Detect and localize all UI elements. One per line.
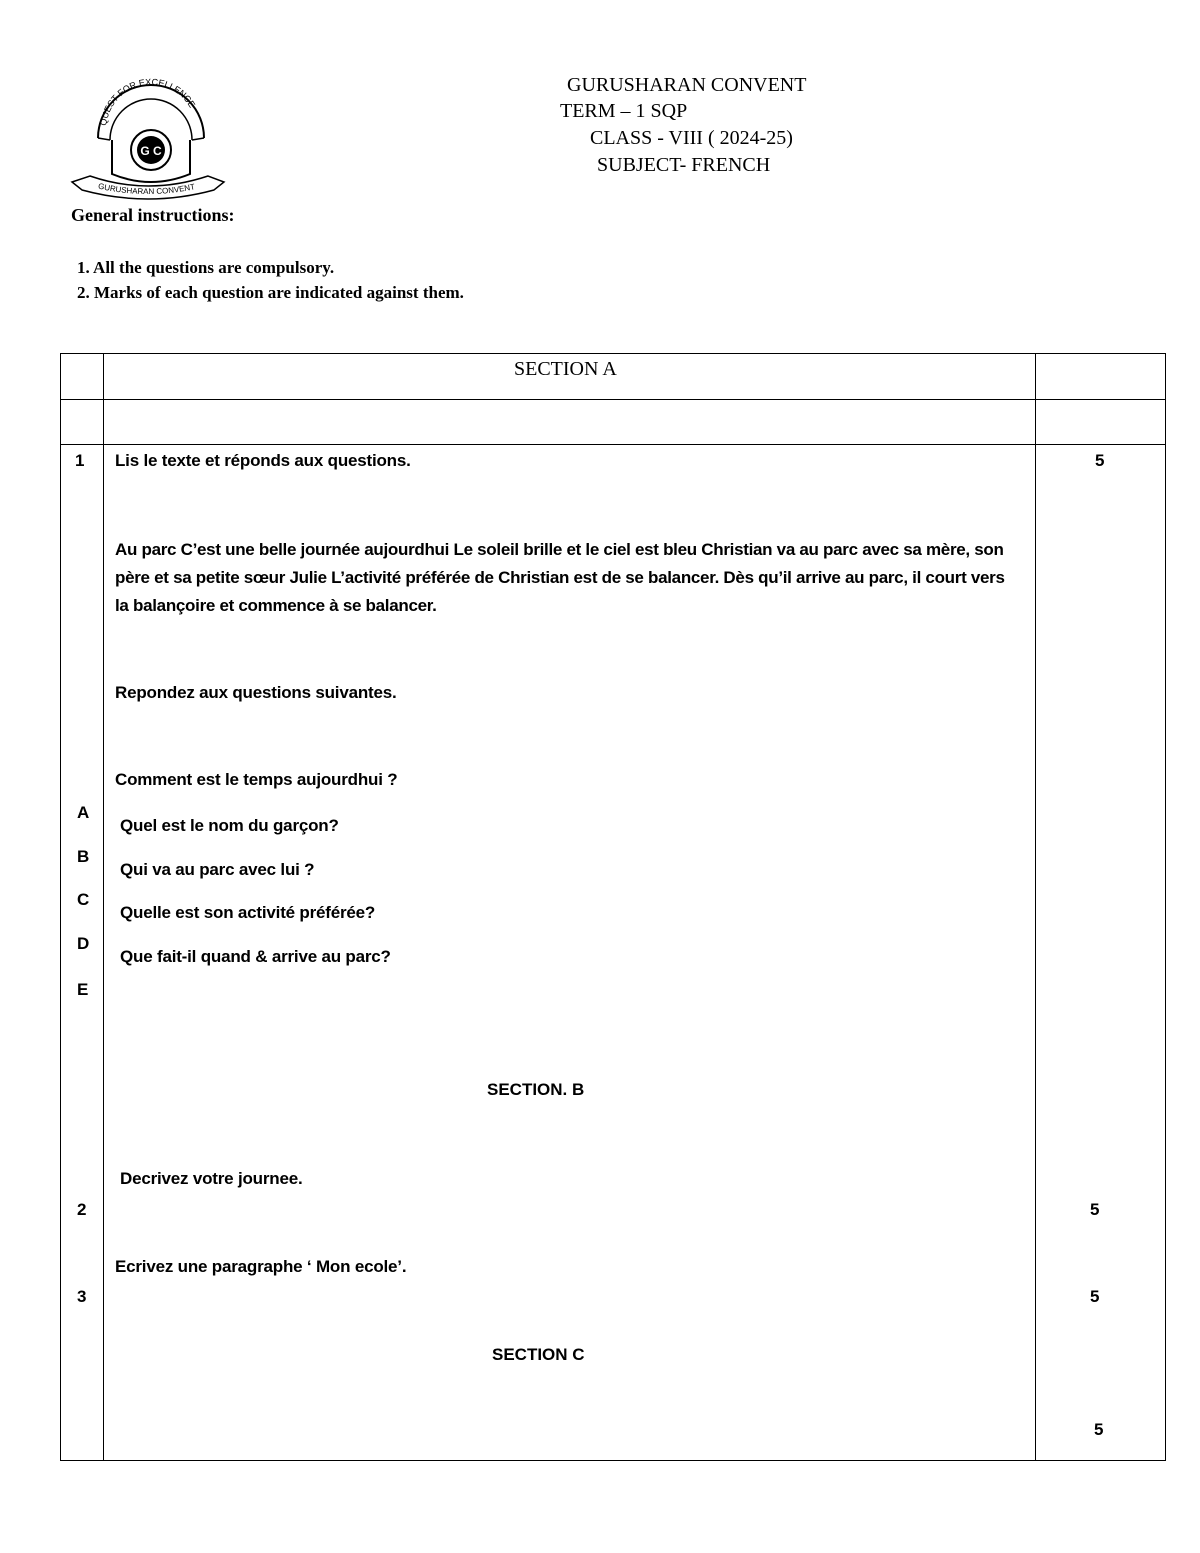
section-b-heading: SECTION. B <box>487 1080 585 1099</box>
question-3-marks: 5 <box>1090 1287 1100 1306</box>
question-1-prompt: Lis le texte et réponds aux questions. <box>115 451 411 470</box>
table-border-right <box>1165 353 1166 1461</box>
question-1-marks: 5 <box>1095 451 1105 470</box>
sub-question: Quelle est son activité préférée? <box>120 903 376 922</box>
logo-top-text: QUEST FOR EXCELLENCE <box>98 78 198 127</box>
table-border-left <box>60 353 61 1461</box>
question-number: 3 <box>77 1287 87 1306</box>
instructions-title: General instructions: <box>71 205 235 225</box>
table-row-divider <box>60 444 1166 445</box>
table-col-divider <box>103 353 104 1461</box>
table-col-divider <box>1035 353 1036 1461</box>
sub-question-letter: B <box>77 847 90 866</box>
term-title: TERM – 1 SQP <box>560 100 688 122</box>
questions-instruction: Repondez aux questions suivantes. <box>115 683 397 702</box>
sub-question: Qui va au parc avec lui ? <box>120 860 315 879</box>
svg-text:QUEST FOR EXCELLENCE <box>98 78 197 126</box>
question-number: 2 <box>77 1200 87 1219</box>
subject-title: SUBJECT- FRENCH <box>597 154 771 176</box>
table-border-top <box>60 353 1166 354</box>
sub-question-letter: D <box>77 934 90 953</box>
sub-question: Quel est le nom du garçon? <box>120 816 339 835</box>
sub-question-letter: A <box>77 803 90 822</box>
question-4-marks: 5 <box>1094 1420 1104 1439</box>
question-2-prompt: Decrivez votre journee. <box>120 1169 303 1188</box>
section-c-heading: SECTION C <box>492 1345 585 1364</box>
table-border-bottom <box>60 1460 1166 1461</box>
instruction-item: 1. All the questions are compulsory. <box>77 258 335 277</box>
lead-question: Comment est le temps aujourdhui ? <box>115 770 398 789</box>
school-logo <box>68 78 228 202</box>
question-2-marks: 5 <box>1090 1200 1100 1219</box>
instruction-item: 2. Marks of each question are indicated against them. <box>77 283 464 302</box>
class-title: CLASS - VIII ( 2024-25) <box>590 127 793 149</box>
sub-question-letter: E <box>77 980 89 999</box>
question-3-prompt: Ecrivez une paragraphe ‘ Mon ecole’. <box>115 1257 407 1276</box>
sub-question-letter: C <box>77 890 90 909</box>
section-a-heading: SECTION A <box>514 358 617 380</box>
question-number: 1 <box>75 451 85 470</box>
logo-bottom-text: GURUSHARAN CONVENT <box>97 181 196 197</box>
logo-initials: G C <box>140 144 162 158</box>
reading-passage: Au parc C’est une belle journée aujourdhui Le soleil brille et le ciel est bleu Christian va au parc avec sa mère, son père et sa petite sœur Julie L’activité préférée de Christian est de se balancer. Dès qu’il arrive au parc, il court vers la balançoire et commence à se balancer. <box>115 540 1005 615</box>
school-name: GURUSHARAN CONVENT <box>567 74 807 96</box>
table-row-divider <box>60 399 1166 400</box>
sub-question: Que fait-il quand & arrive au parc? <box>120 947 391 966</box>
